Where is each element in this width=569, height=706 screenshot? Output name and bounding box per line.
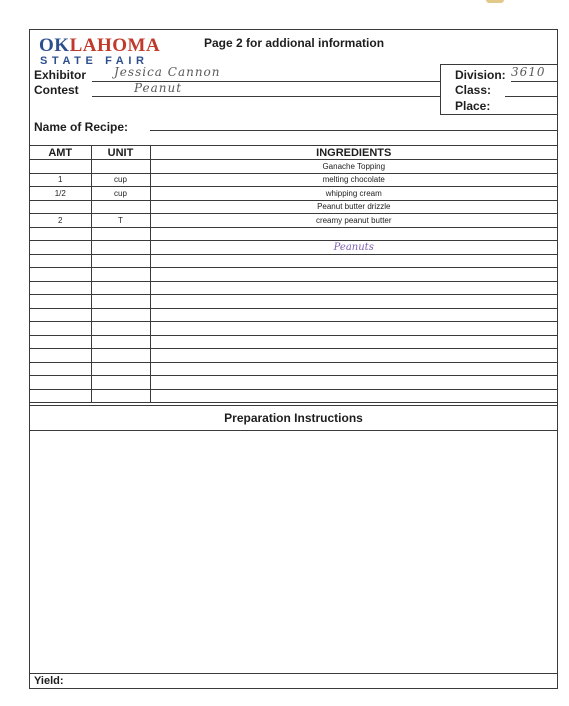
yield-label: Yield: bbox=[34, 675, 64, 687]
unit-cell[interactable] bbox=[91, 295, 150, 309]
class-line bbox=[505, 96, 557, 97]
unit-cell[interactable]: T bbox=[91, 214, 150, 228]
ingredient-cell[interactable] bbox=[150, 335, 557, 349]
amt-cell[interactable]: 2 bbox=[30, 214, 91, 228]
unit-cell[interactable] bbox=[91, 335, 150, 349]
ingredient-row bbox=[30, 160, 557, 174]
yield-field[interactable] bbox=[30, 673, 557, 688]
unit-cell[interactable] bbox=[91, 322, 150, 336]
ingredient-row bbox=[30, 227, 557, 241]
unit-cell[interactable]: cup bbox=[91, 173, 150, 187]
page-note: Page 2 for addional information bbox=[204, 36, 385, 50]
ingredient-cell[interactable] bbox=[150, 376, 557, 390]
amt-cell[interactable]: 1/2 bbox=[30, 187, 91, 201]
ingredient-cell[interactable] bbox=[150, 295, 557, 309]
amt-cell[interactable] bbox=[30, 335, 91, 349]
unit-header: UNIT bbox=[91, 146, 150, 160]
ingredients-header: INGREDIENTS bbox=[150, 146, 557, 160]
amt-cell[interactable]: 1 bbox=[30, 173, 91, 187]
amt-cell[interactable] bbox=[30, 254, 91, 268]
amt-cell[interactable] bbox=[30, 295, 91, 309]
ingredient-cell[interactable] bbox=[150, 268, 557, 282]
unit-cell[interactable] bbox=[91, 349, 150, 363]
ingredient-row bbox=[30, 335, 557, 349]
place-label: Place: bbox=[455, 99, 491, 113]
logo-rest: LAHOMA bbox=[69, 35, 161, 56]
exhibitor-value[interactable]: Jessica Cannon bbox=[114, 65, 221, 79]
ingredient-row bbox=[30, 173, 557, 187]
amt-cell[interactable] bbox=[30, 308, 91, 322]
amt-cell[interactable] bbox=[30, 160, 91, 174]
division-label: Division: bbox=[455, 68, 506, 82]
ingredient-cell[interactable] bbox=[150, 281, 557, 295]
preparation-area[interactable] bbox=[30, 431, 557, 673]
unit-cell[interactable] bbox=[91, 227, 150, 241]
ingredient-cell[interactable] bbox=[150, 308, 557, 322]
ingredient-row bbox=[30, 322, 557, 336]
ingredient-cell[interactable] bbox=[150, 227, 557, 241]
ingredient-cell[interactable] bbox=[150, 389, 557, 403]
ingredient-row bbox=[30, 254, 557, 268]
ingredient-cell[interactable]: Ganache Topping bbox=[150, 160, 557, 174]
contest-line bbox=[92, 96, 440, 97]
amt-cell[interactable] bbox=[30, 227, 91, 241]
unit-cell[interactable] bbox=[91, 200, 150, 214]
ingredient-cell[interactable]: whipping cream bbox=[150, 187, 557, 201]
contest-label: Contest bbox=[34, 83, 79, 97]
ingredient-cell[interactable] bbox=[150, 322, 557, 336]
unit-cell[interactable] bbox=[91, 362, 150, 376]
ingredient-row bbox=[30, 362, 557, 376]
ingredient-row bbox=[30, 376, 557, 390]
ingredients-header-row bbox=[30, 146, 557, 160]
amt-cell[interactable] bbox=[30, 362, 91, 376]
amt-cell[interactable] bbox=[30, 268, 91, 282]
ingredient-row bbox=[30, 187, 557, 201]
logo-ok: OK bbox=[39, 35, 70, 56]
ingredient-row bbox=[30, 281, 557, 295]
logo-wordmark bbox=[39, 36, 160, 55]
unit-cell[interactable] bbox=[91, 376, 150, 390]
unit-cell[interactable] bbox=[91, 254, 150, 268]
division-line bbox=[511, 81, 557, 82]
state-fair-logo bbox=[39, 36, 160, 67]
ingredient-cell[interactable] bbox=[150, 349, 557, 363]
exhibitor-label: Exhibitor bbox=[34, 68, 87, 82]
unit-cell[interactable] bbox=[91, 389, 150, 403]
amt-cell[interactable] bbox=[30, 376, 91, 390]
unit-cell[interactable] bbox=[91, 268, 150, 282]
ingredient-row bbox=[30, 268, 557, 282]
logo-subtitle: STATE FAIR bbox=[40, 55, 149, 67]
ingredient-cell[interactable]: creamy peanut butter bbox=[150, 214, 557, 228]
ingredient-cell[interactable] bbox=[150, 254, 557, 268]
ingredient-row bbox=[30, 308, 557, 322]
unit-cell[interactable] bbox=[91, 281, 150, 295]
unit-cell[interactable]: cup bbox=[91, 187, 150, 201]
ingredients-table bbox=[30, 145, 557, 403]
ingredient-row bbox=[30, 389, 557, 403]
division-value[interactable]: 3610 bbox=[511, 65, 546, 79]
ingredient-row bbox=[30, 241, 557, 255]
amt-cell[interactable] bbox=[30, 241, 91, 255]
amt-cell[interactable] bbox=[30, 349, 91, 363]
recipe-line bbox=[150, 130, 557, 131]
ingredient-cell[interactable] bbox=[150, 362, 557, 376]
contest-value[interactable]: Peanut bbox=[134, 81, 183, 95]
ingredient-row bbox=[30, 349, 557, 363]
preparation-title: Preparation Instructions bbox=[30, 405, 557, 431]
amt-cell[interactable] bbox=[30, 389, 91, 403]
unit-cell[interactable] bbox=[91, 160, 150, 174]
ingredient-row bbox=[30, 295, 557, 309]
unit-cell[interactable] bbox=[91, 308, 150, 322]
unit-cell[interactable] bbox=[91, 241, 150, 255]
amt-cell[interactable] bbox=[30, 281, 91, 295]
ingredient-cell[interactable]: Peanuts bbox=[150, 241, 557, 255]
amt-header: AMT bbox=[30, 146, 91, 160]
recipe-label: Name of Recipe: bbox=[34, 120, 129, 134]
scan-mark bbox=[486, 0, 504, 3]
ingredient-cell[interactable]: Peanut butter drizzle bbox=[150, 200, 557, 214]
ingredient-row bbox=[30, 200, 557, 214]
amt-cell[interactable] bbox=[30, 322, 91, 336]
ingredient-cell[interactable]: melting chocolate bbox=[150, 173, 557, 187]
class-label: Class: bbox=[455, 83, 492, 97]
ingredient-row bbox=[30, 214, 557, 228]
amt-cell[interactable] bbox=[30, 200, 91, 214]
entry-form bbox=[29, 29, 558, 689]
